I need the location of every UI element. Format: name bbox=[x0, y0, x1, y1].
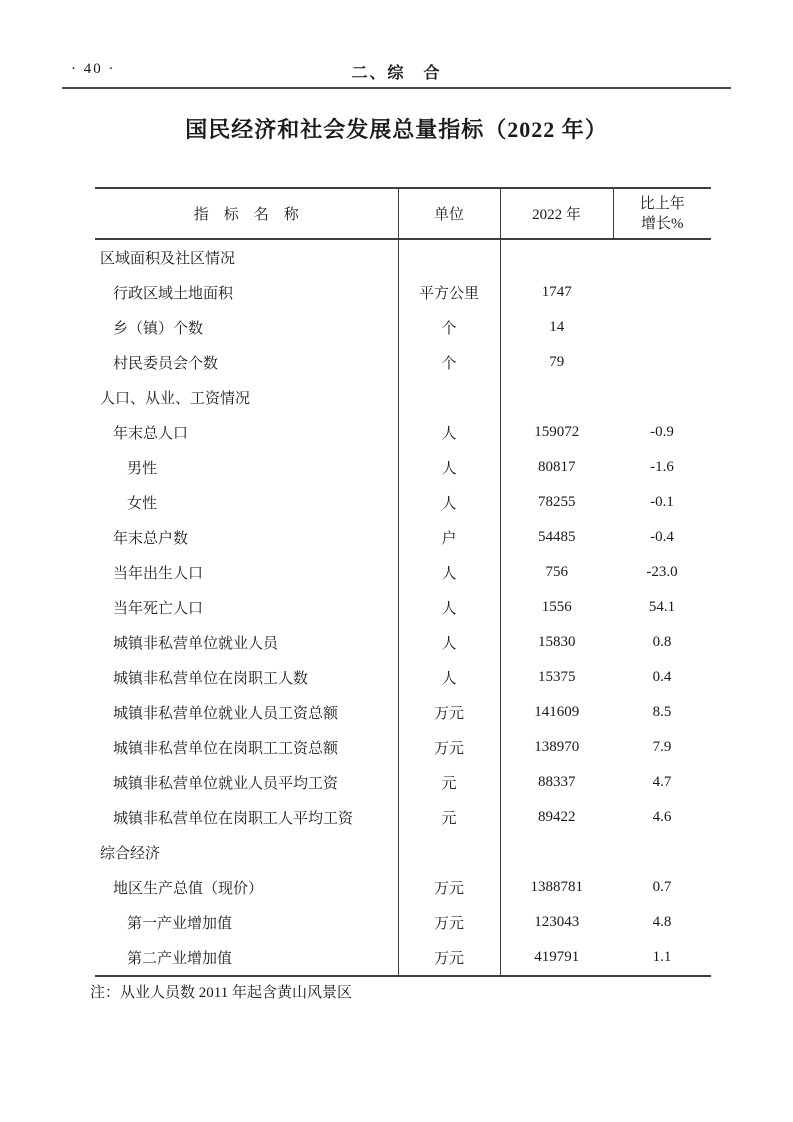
value-cell bbox=[500, 239, 613, 275]
growth-cell: 1.1 bbox=[652, 949, 672, 965]
value-cell: 88337 bbox=[500, 765, 613, 800]
growth-cell bbox=[613, 380, 711, 415]
table-row bbox=[95, 660, 711, 695]
unit-cell: 个 bbox=[398, 310, 500, 345]
value-cell: 15830 bbox=[500, 625, 613, 660]
value-cell: 14 bbox=[500, 310, 613, 345]
table-header-row bbox=[95, 188, 711, 239]
unit-cell: 人 bbox=[398, 485, 500, 520]
indicator-cell: 第二产业增加值 bbox=[127, 951, 233, 967]
value-cell: 80817 bbox=[500, 450, 613, 485]
unit-cell: 人 bbox=[398, 415, 500, 450]
growth-cell: -0.9 bbox=[650, 424, 674, 440]
value-cell: 141609 bbox=[500, 695, 613, 730]
unit-cell: 万元 bbox=[398, 940, 500, 976]
table-row bbox=[95, 239, 711, 275]
value-cell: 756 bbox=[500, 555, 613, 590]
unit-cell bbox=[398, 239, 500, 275]
table-row bbox=[95, 555, 711, 590]
unit-cell: 元 bbox=[398, 800, 500, 835]
growth-cell bbox=[613, 239, 711, 275]
unit-cell: 个 bbox=[398, 345, 500, 380]
indicator-cell: 区域面积及社区情况 bbox=[100, 251, 236, 267]
indicator-cell: 当年死亡人口 bbox=[113, 601, 204, 617]
header-rule bbox=[62, 87, 731, 89]
growth-cell bbox=[613, 345, 711, 380]
table-row bbox=[95, 275, 711, 310]
unit-cell bbox=[398, 835, 500, 870]
table-row bbox=[95, 625, 711, 660]
unit-cell: 万元 bbox=[398, 730, 500, 765]
table-row bbox=[95, 415, 711, 450]
indicator-cell: 综合经济 bbox=[100, 846, 161, 862]
indicator-cell: 年末总人口 bbox=[113, 426, 189, 442]
growth-cell: 4.6 bbox=[652, 809, 672, 825]
table-row bbox=[95, 345, 711, 380]
unit-cell: 户 bbox=[398, 520, 500, 555]
indicator-cell: 行政区域土地面积 bbox=[113, 286, 234, 302]
value-cell: 123043 bbox=[500, 905, 613, 940]
page-title: 国民经济和社会发展总量指标（2022 年） bbox=[185, 117, 608, 142]
growth-cell: 4.7 bbox=[652, 774, 672, 790]
unit-cell: 万元 bbox=[398, 905, 500, 940]
indicator-cell: 城镇非私营单位就业人员 bbox=[113, 636, 279, 652]
growth-cell bbox=[613, 310, 711, 345]
value-cell: 15375 bbox=[500, 660, 613, 695]
value-cell: 1747 bbox=[500, 275, 613, 310]
indicator-cell: 城镇非私营单位在岗职工人平均工资 bbox=[113, 811, 354, 827]
table-row bbox=[95, 590, 711, 625]
unit-column-header: 单位 bbox=[398, 188, 500, 239]
unit-cell: 万元 bbox=[398, 695, 500, 730]
table-row bbox=[95, 520, 711, 555]
indicator-cell: 城镇非私营单位就业人员工资总额 bbox=[113, 706, 339, 722]
growth-cell: -23.0 bbox=[646, 564, 678, 580]
value-cell: 1556 bbox=[500, 590, 613, 625]
table-row bbox=[95, 765, 711, 800]
value-cell: 78255 bbox=[500, 485, 613, 520]
growth-cell: -0.1 bbox=[650, 494, 674, 510]
table-row bbox=[95, 450, 711, 485]
growth-cell: 0.7 bbox=[652, 879, 672, 895]
value-cell: 54485 bbox=[500, 520, 613, 555]
indicator-cell: 村民委员会个数 bbox=[113, 356, 219, 372]
unit-cell: 平方公里 bbox=[398, 275, 500, 310]
value-cell: 1388781 bbox=[500, 870, 613, 905]
growth-cell: 7.9 bbox=[652, 739, 672, 755]
running-head-section-title: 二、综 合 bbox=[351, 65, 442, 82]
table-row bbox=[95, 310, 711, 345]
growth-cell bbox=[613, 275, 711, 310]
table-row bbox=[95, 835, 711, 870]
table-row bbox=[95, 905, 711, 940]
indicator-cell: 城镇非私营单位在岗职工工资总额 bbox=[113, 741, 339, 757]
page-number: · 40 · bbox=[71, 61, 116, 77]
table-row bbox=[95, 800, 711, 835]
indicator-cell: 城镇非私营单位就业人员平均工资 bbox=[113, 776, 339, 792]
unit-cell: 人 bbox=[398, 625, 500, 660]
indicators-table bbox=[95, 187, 711, 977]
table-row bbox=[95, 870, 711, 905]
footnote: 注：从业人员数 2011 年起含黄山风景区 bbox=[90, 985, 352, 1001]
growth-column-header-line2: 增长% bbox=[641, 215, 684, 232]
table-row bbox=[95, 485, 711, 520]
growth-cell: 0.8 bbox=[652, 634, 672, 650]
indicator-cell: 男性 bbox=[127, 461, 158, 477]
growth-cell: 54.1 bbox=[648, 599, 676, 615]
value-cell: 79 bbox=[500, 345, 613, 380]
unit-cell: 人 bbox=[398, 555, 500, 590]
value-cell: 419791 bbox=[500, 940, 613, 976]
value-cell bbox=[500, 835, 613, 870]
indicator-cell: 当年出生人口 bbox=[113, 566, 204, 582]
growth-cell: 0.4 bbox=[652, 669, 672, 685]
indicator-cell: 人口、从业、工资情况 bbox=[100, 391, 251, 407]
growth-cell bbox=[613, 835, 711, 870]
value-cell bbox=[500, 380, 613, 415]
table-row bbox=[95, 940, 711, 976]
year-column-header: 2022 年 bbox=[500, 188, 613, 239]
unit-cell: 元 bbox=[398, 765, 500, 800]
value-cell: 89422 bbox=[500, 800, 613, 835]
growth-cell: 4.8 bbox=[652, 914, 672, 930]
growth-column-header-line1: 比上年 bbox=[639, 195, 685, 212]
growth-cell: -0.4 bbox=[650, 529, 674, 545]
indicator-cell: 地区生产总值（现价） bbox=[113, 881, 264, 897]
growth-column-header bbox=[613, 188, 711, 239]
value-cell: 138970 bbox=[500, 730, 613, 765]
indicator-cell: 乡（镇）个数 bbox=[113, 321, 204, 337]
indicator-cell: 年末总户数 bbox=[113, 531, 189, 547]
unit-cell: 人 bbox=[398, 450, 500, 485]
unit-cell: 人 bbox=[398, 660, 500, 695]
unit-cell: 人 bbox=[398, 590, 500, 625]
table-row bbox=[95, 730, 711, 765]
value-cell: 159072 bbox=[500, 415, 613, 450]
unit-cell: 万元 bbox=[398, 870, 500, 905]
growth-cell: 8.5 bbox=[652, 704, 672, 720]
growth-cell: -1.6 bbox=[650, 459, 674, 475]
indicator-cell: 第一产业增加值 bbox=[127, 916, 233, 932]
indicator-cell: 城镇非私营单位在岗职工人数 bbox=[113, 671, 309, 687]
table-row bbox=[95, 695, 711, 730]
indicator-column-header: 指 标 名 称 bbox=[95, 188, 398, 239]
unit-cell bbox=[398, 380, 500, 415]
table-row bbox=[95, 380, 711, 415]
indicator-cell: 女性 bbox=[127, 496, 158, 512]
